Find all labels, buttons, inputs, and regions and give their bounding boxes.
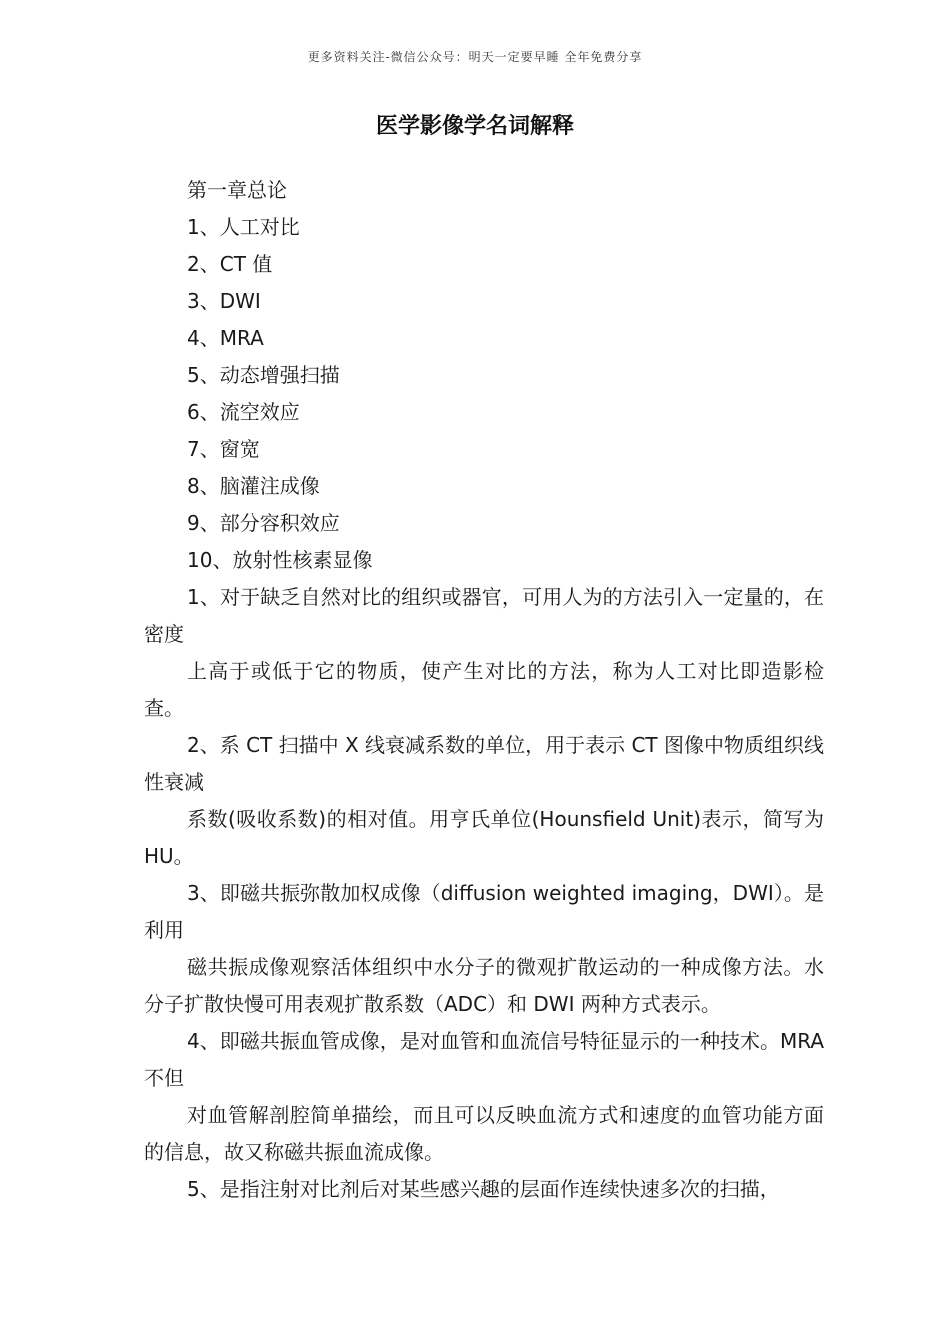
term-item: 9、部分容积效应 bbox=[187, 511, 340, 535]
term-item: 2、CT 值 bbox=[187, 252, 273, 276]
definition-paragraph: 磁共振成像观察活体组织中水分子的微观扩散运动的一种成像方法。水分子扩散快慢可用表观扩散系数（ADC）和 DWI 两种方式表示。 bbox=[144, 955, 824, 1016]
term-item: 5、动态增强扫描 bbox=[187, 363, 340, 387]
definition-paragraph: 2、系 CT 扫描中 X 线衰减系数的单位，用于表示 CT 图像中物质组织线性衰减 bbox=[144, 733, 824, 794]
definition-paragraph: 5、是指注射对比剂后对某些感兴趣的层面作连续快速多次的扫描， bbox=[187, 1177, 780, 1201]
header-note: 更多资料关注-微信公众号：明天一定要早睡 全年免费分享 bbox=[307, 50, 643, 64]
chapter-heading: 第一章总论 bbox=[187, 178, 287, 202]
definition-paragraph: 3、即磁共振弥散加权成像（diffusion weighted imaging，DWI）。是利用 bbox=[144, 881, 824, 942]
definition-paragraph: 系数(吸收系数)的相对值。用亨氏单位(Hounsfield Unit)表示，简写为 HU。 bbox=[144, 807, 824, 868]
term-item: 6、流空效应 bbox=[187, 400, 300, 424]
term-item: 3、DWI bbox=[187, 289, 261, 313]
term-item: 10、放射性核素显像 bbox=[187, 548, 373, 572]
definition-paragraph: 对血管解剖腔简单描绘，而且可以反映血流方式和速度的血管功能方面的信息，故又称磁共振血流成像。 bbox=[144, 1103, 824, 1164]
term-item: 7、窗宽 bbox=[187, 437, 260, 461]
term-item: 4、MRA bbox=[187, 326, 264, 350]
definition-paragraph: 1、对于缺乏自然对比的组织或器官，可用人为的方法引入一定量的，在密度 bbox=[144, 585, 824, 646]
term-item: 8、脑灌注成像 bbox=[187, 474, 320, 498]
document-body bbox=[144, 172, 824, 1208]
definition-paragraph: 上高于或低于它的物质，使产生对比的方法，称为人工对比即造影检查。 bbox=[144, 659, 824, 720]
term-item: 1、人工对比 bbox=[187, 215, 300, 239]
page-title: 医学影像学名词解释 bbox=[375, 114, 574, 139]
definition-paragraph: 4、即磁共振血管成像，是对血管和血流信号特征显示的一种技术。MRA 不但 bbox=[144, 1029, 824, 1090]
